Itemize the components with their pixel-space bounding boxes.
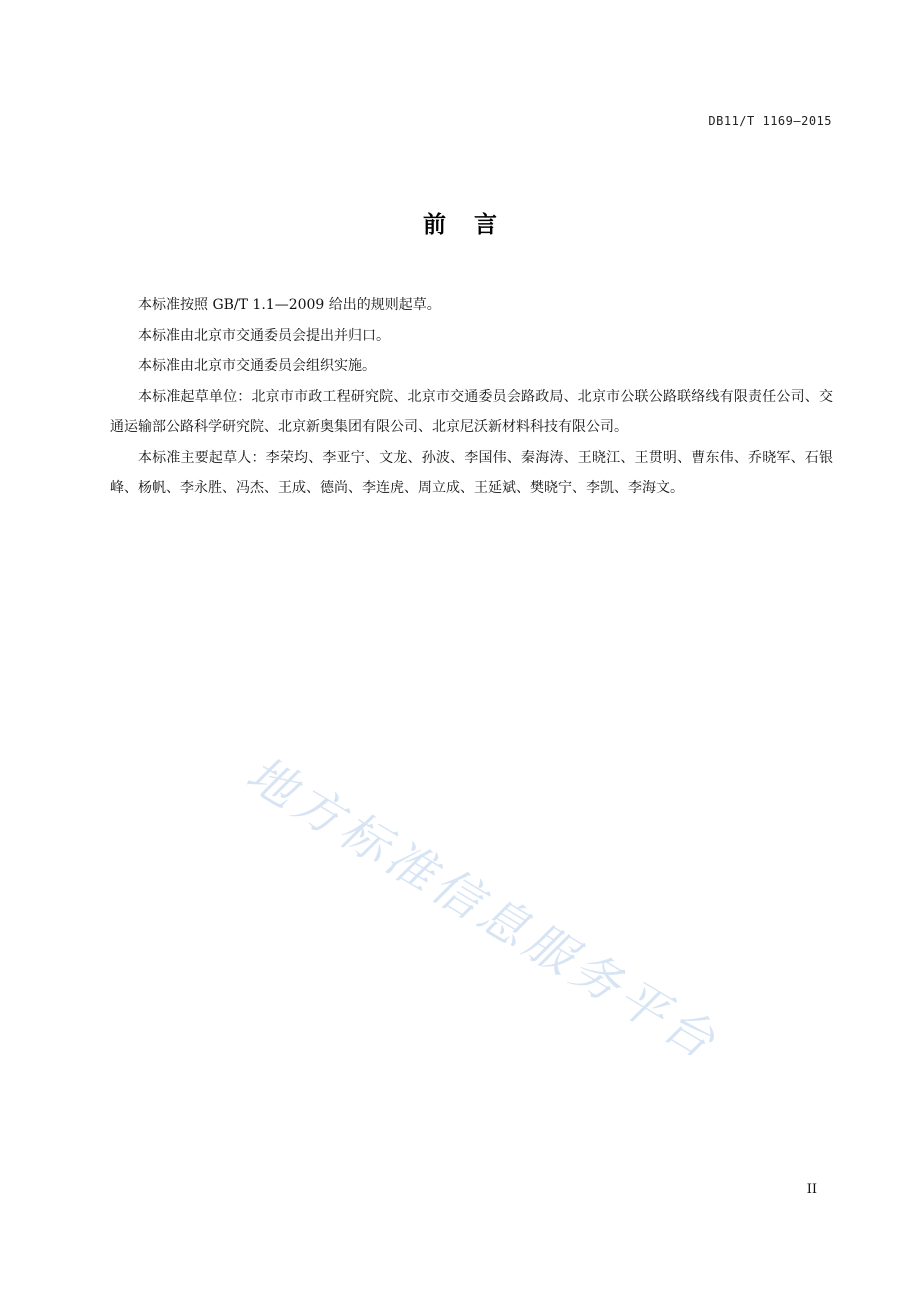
page-title: 前言 <box>423 212 525 238</box>
paragraph-drafting-units: 本标准起草单位：北京市市政工程研究院、北京市交通委员会路政局、北京市公联公路联络线有限责任公司、交通运输部公路科学研究院、北京新奥集团有限公司、北京尼沃新材料科技有限公司。 <box>110 388 833 435</box>
paragraph-drafting-rules: 本标准按照 GB/T 1.1—2009 给出的规则起草。 <box>138 297 441 313</box>
foreword-body <box>110 290 833 504</box>
page-number: II <box>806 1182 817 1197</box>
paragraph-proposer: 本标准由北京市交通委员会提出并归口。 <box>138 327 390 344</box>
paragraph-implementer: 本标准由北京市交通委员会组织实施。 <box>138 358 376 374</box>
paragraph-drafters: 本标准主要起草人：李荣均、李亚宁、文龙、孙波、李国伟、秦海涛、王晓江、王贯明、曹东伟、乔晓军、石银峰、杨帆、李永胜、冯杰、王成、德尚、李连虎、周立成、王延斌、樊晓宁、李凯、李海文。 <box>110 449 833 496</box>
document-code: DB11/T 1169—2015 <box>708 114 832 128</box>
watermark: 地方标准信息服务平台 <box>236 745 729 1072</box>
